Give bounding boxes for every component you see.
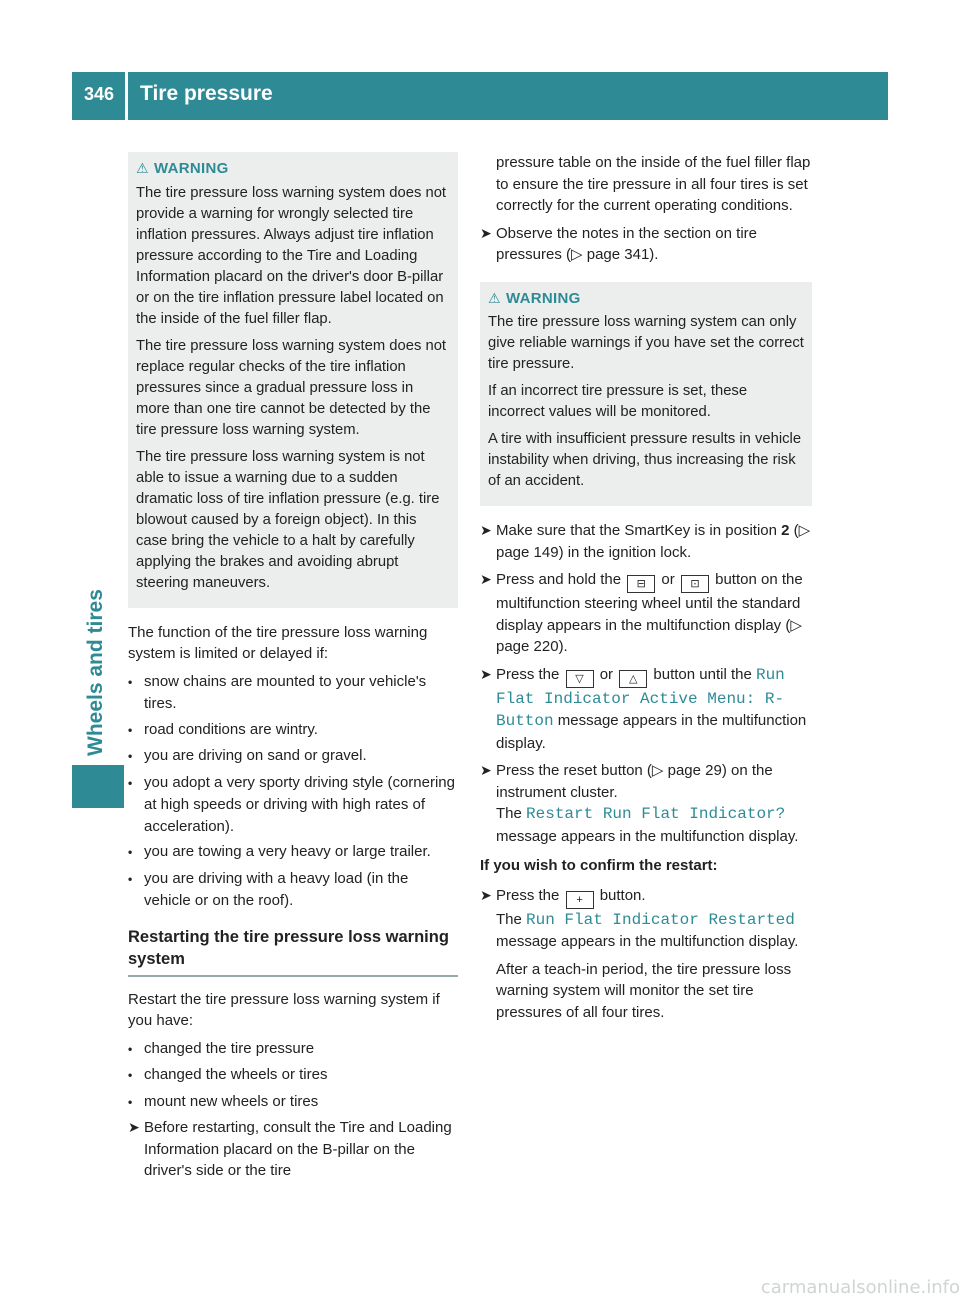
warning-text: A tire with insufficient pressure results in vehicle instability when driving, thus increasing the risk of an accident.	[488, 431, 802, 489]
step-continuation: pressure table on the inside of the fuel filler flap to ensure the tire pressure in all four tires is set correctly for the current operating conditions.	[496, 154, 811, 214]
warning-text: The tire pressure loss warning system is not able to issue a warning due to a sudden dramatic loss of tire inflation pressure (e.g. tire blowout caused by a foreign object). In this case bring the vehicle to a halt by carefully applying the brakes and avoiding abrupt steering maneuvers.	[136, 448, 440, 591]
warning-text: The tire pressure loss warning system can only give reliable warnings if you have set the correct tire pressure.	[488, 314, 804, 372]
instruction-step: ➤ Before restarting, consult the Tire and Loading Information placard on the B-pillar on the driver's side or the tire	[128, 1119, 452, 1179]
step-arrow-icon: ➤	[480, 665, 492, 682]
list-item: • snow chains are mounted to your vehicle's tires.	[128, 672, 427, 712]
list-item: • you are driving with a heavy load (in the vehicle or on the roof).	[128, 869, 409, 909]
bullet-icon: •	[128, 871, 133, 886]
warning-heading: ⚠ WARNING	[136, 158, 450, 180]
display-back-button-icon: ⊟	[627, 575, 655, 593]
page-header	[72, 72, 888, 120]
step-arrow-icon: ➤	[480, 571, 492, 587]
step-arrow-icon: ➤	[480, 886, 492, 903]
warning-triangle-icon: ⚠	[488, 289, 501, 306]
teach-in-note: After a teach-in period, the tire pressure loss warning system will monitor the set tire pressures of all four tires.	[496, 960, 792, 1021]
instruction-step: ➤ Make sure that the SmartKey is in position 2 (▷ page 149) in the ignition lock.	[480, 522, 811, 561]
warning-box	[128, 152, 458, 608]
instruction-step: ➤ Press and hold the ⊟ or ⊡ button on the multifunction steering wheel until the standard display appears in the multifunction display (▷ page 220).	[480, 571, 803, 655]
list-item: • changed the wheels or tires	[128, 1064, 458, 1087]
display-message: Run Flat Indicator Restarted	[526, 910, 795, 929]
page-title: Tire pressure	[140, 82, 273, 105]
plus-button-icon: +	[566, 891, 594, 909]
display-message: Restart Run Flat Indicator?	[526, 805, 786, 823]
list-item: • you are towing a very heavy or large trailer.	[128, 841, 458, 864]
instruction-step: ➤ Press the ▽ or △ button until the Run Flat Indicator Active Menu: R-Button message appears in the multifunction display.	[480, 665, 807, 752]
warning-text: The tire pressure loss warning system does not replace regular checks of the tire inflation pressures since a gradual pressure loss in more than one tire cannot be detected by the tire pressure loss warning system.	[136, 337, 447, 438]
display-forward-button-icon: ⊡	[681, 575, 709, 593]
limits-intro: The function of the tire pressure loss warning system is limited or delayed if:	[128, 623, 428, 662]
arrow-up-button-icon: △	[619, 670, 647, 688]
confirm-heading: If you wish to confirm the restart:	[480, 857, 718, 874]
step-arrow-icon: ➤	[480, 762, 492, 778]
list-item: • road conditions are wintry.	[128, 719, 458, 742]
list-item: • you adopt a very sporty driving style (cornering at high speeds or driving with high rates of acceleration).	[128, 773, 455, 835]
step-arrow-icon: ➤	[480, 522, 492, 538]
arrow-down-button-icon: ▽	[566, 670, 594, 688]
warning-triangle-icon: ⚠	[136, 160, 149, 176]
list-item: • mount new wheels or tires	[128, 1091, 458, 1114]
display-message: Run Flat Indicator Active Menu: R-Button	[496, 665, 785, 730]
bullet-icon: •	[128, 1041, 133, 1056]
bullet-icon: •	[128, 845, 133, 859]
section-tab-block	[72, 765, 124, 808]
list-item: • you are driving on sand or gravel.	[128, 745, 458, 768]
page-number: 346	[84, 84, 115, 104]
bullet-icon: •	[128, 775, 133, 790]
left-column	[128, 152, 458, 1188]
bullet-icon: •	[128, 722, 133, 737]
header-separator	[125, 72, 128, 120]
bullet-icon: •	[128, 1068, 133, 1082]
section-tab-label: Wheels and tires	[84, 589, 107, 756]
step-arrow-icon: ➤	[128, 1119, 140, 1135]
section-heading: Restarting the tire pressure loss warning system	[128, 926, 458, 977]
warning-text: The tire pressure loss warning system does not provide a warning for wrongly selected tire inflation pressures. Always adjust tire inflation pressure according to the Tire and Loading Information placard on the driver's door B-pillar or on the tire inflation pressure label located on the inside of the fuel filler flap.	[136, 184, 447, 327]
instruction-step: ➤ Observe the notes in the section on tire pressures (▷ page 341).	[480, 224, 757, 263]
right-column	[480, 152, 812, 1029]
bullet-icon: •	[128, 749, 133, 763]
list-item: • changed the tire pressure	[128, 1038, 458, 1061]
warning-box	[480, 282, 812, 507]
restart-intro: Restart the tire pressure loss warning system if you have:	[128, 990, 440, 1029]
instruction-step: ➤ Press the + button. The Run Flat Indicator Restarted message appears in the multifunction display. After a teach-in period, the tire pressure loss warning system will monitor the set tire pressures of all four tires.	[480, 885, 812, 1024]
warning-text: If an incorrect tire pressure is set, these incorrect values will be monitored.	[488, 383, 748, 420]
instruction-step: ➤ Press the reset button (▷ page 29) on the instrument cluster. The Restart Run Flat Indicator? message appears in the multifunction display.	[480, 762, 799, 845]
warning-heading: ⚠ WARNING	[488, 288, 804, 310]
bullet-icon: •	[128, 674, 133, 689]
bullet-icon: •	[128, 1094, 133, 1109]
watermark: carmanualsonline.info	[760, 1277, 960, 1298]
step-arrow-icon: ➤	[480, 224, 492, 241]
